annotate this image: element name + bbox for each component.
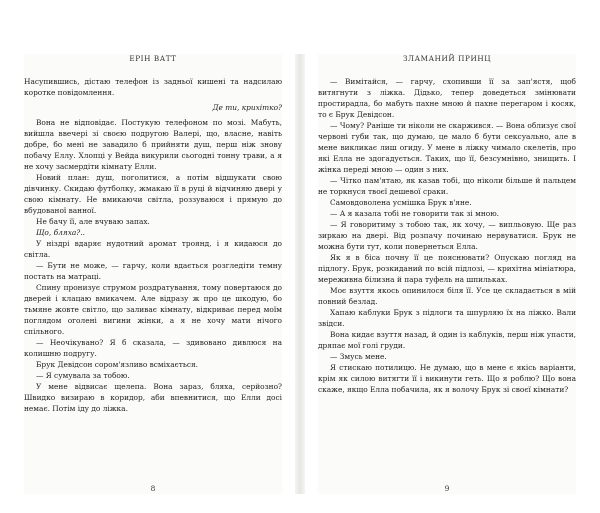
paragraph: — Чітко пам'ятаю, як казав тобі, що ніколи більше й пальцем не торкнуся твоєї дешевої сраки.	[318, 176, 576, 196]
paragraph: — Я говоритиму з тобою так, як хочу, — випльовую. Ще раз зиркаю на двері. Від розпачу починаю нервуватися. Брук не можна бути тут, коли повернеться Елла.	[318, 220, 576, 251]
paragraph: У ніздрі вдаряє нудотний аромат троянд, і я кидаюся до світла.	[24, 239, 282, 259]
paragraph: Спину пронизує струмом роздратування, тому повертаюся до дверей і клацаю вмикачем. Але відразу ж про це шкодую, бо тьмяне жовте світло, що заливає кімнату, відкриває перед моїм поглядом оголені вигини жінки, а я не хочу мати нічого спільного.	[24, 283, 282, 336]
paragraph: Як я в біса почну її це пояснювати? Опускаю погляд на підлогу. Брук, розкиданий по всій підлозі, — крихітна мініатюра, мереживна білизна й пара туфель на шпильках.	[318, 253, 576, 284]
left-page-text	[24, 76, 282, 414]
paragraph: Самовдоволена усмішка Брук в'яне.	[330, 198, 472, 207]
paragraph: Вона не відповідає. Постукую телефоном по мозі. Мабуть, вийшла ввечері зі своєю подругою Валері, що, власне, навіть добре, бо мені не завадило б прийняти душ, перш ніж знову побачу Еллу. Хлопці у Вейда викурили сьогодні тонну трави, а я не хочу засмердіти кімнату Елли.	[24, 118, 282, 171]
right-page-text	[318, 76, 576, 395]
paragraph: Моє взуття якось опинилося біля її. Усе це складається в мій повний безлад.	[318, 286, 576, 306]
paragraph: Новий план: душ, поголитися, а потім відшукати свою дівчинку. Скидаю футболку, жмакаю її в руці й відчиняю двері у свою кімнату. Не вмикаючи світла, роззуваюся і прямую до вбудованої ванної.	[24, 173, 282, 215]
paragraph: Я стискаю потилицю. Не думаю, що в мене є якісь варіанти, крім як силою витягти її і викинути геть. Що я роблю? Що вона скаже, якщо Елла побачила, як я волочу Брук зі своєї кімнати?	[318, 363, 576, 394]
paragraph: — А я казала тобі не говорити так зі мною.	[330, 209, 500, 218]
paragraph: — Вимітайся, — гарчу, схопивши її за зап'ястя, щоб витягнути з ліжка. Дідько, тепер доведеться змінювати простирадла, бо мабуть пахне мною й пахне перегаром і косяк, то є Брук Девідсон.	[318, 77, 576, 119]
paragraph: Де ти, крихітко?	[212, 103, 282, 112]
paragraph: У мене відвисає щелепа. Вона зараз, бляха, серйозно? Швидко визираю в коридор, аби впевнитися, що Елли досі немає. Потім іду до ліжка.	[24, 382, 282, 413]
paragraph: Брук Девідсон сором'язливо всміхається.	[36, 360, 199, 369]
left-page	[24, 54, 282, 494]
paragraph: Хапаю каблуки Брук з підлоги та шпурляю їх на ліжко. Вали звідси.	[318, 308, 576, 328]
book-gutter	[295, 54, 305, 494]
paragraph: — Чому? Раніше ти ніколи не скаржився. — Вона облизує свої червоні губи так, що думаю, це мало б бути сексуально, але в мене викликає лиш огиду. У мене в ліжку чимало скелетів, про які Елла не здогадується. Таких, що її, безсумнівно, знищить. І жінка переді мною — один з них.	[318, 121, 576, 174]
right-page	[318, 54, 576, 494]
paragraph: — Бути не може, — гарчу, коли вдається розгледіти темну постать на матраці.	[24, 261, 282, 281]
paragraph: — Змусь мене.	[330, 352, 387, 361]
paragraph: Що, бляха?..	[36, 228, 85, 237]
paragraph: — Неочікувано? Я б сказала, — здивовано дивлюся на колишню подругу.	[24, 338, 282, 358]
paragraph: Не бачу її, але вчуваю запах.	[36, 217, 150, 226]
paragraph: Насупившись, дістаю телефон із задньої кишені та надсилаю коротке повідомлення.	[24, 77, 282, 97]
page-number: 8	[150, 484, 156, 493]
page-number: 9	[444, 484, 450, 493]
running-head-title: ЗЛАМАНИЙ ПРИНЦ	[402, 54, 492, 63]
paragraph: — Я сумувала за тобою.	[36, 371, 130, 380]
running-head-author: ЕРІН ВАТТ	[129, 54, 177, 63]
paragraph: Вона кидає взуття назад, й один із каблуків, перш ніж упасти, дряпає мої голі груди.	[318, 330, 576, 350]
